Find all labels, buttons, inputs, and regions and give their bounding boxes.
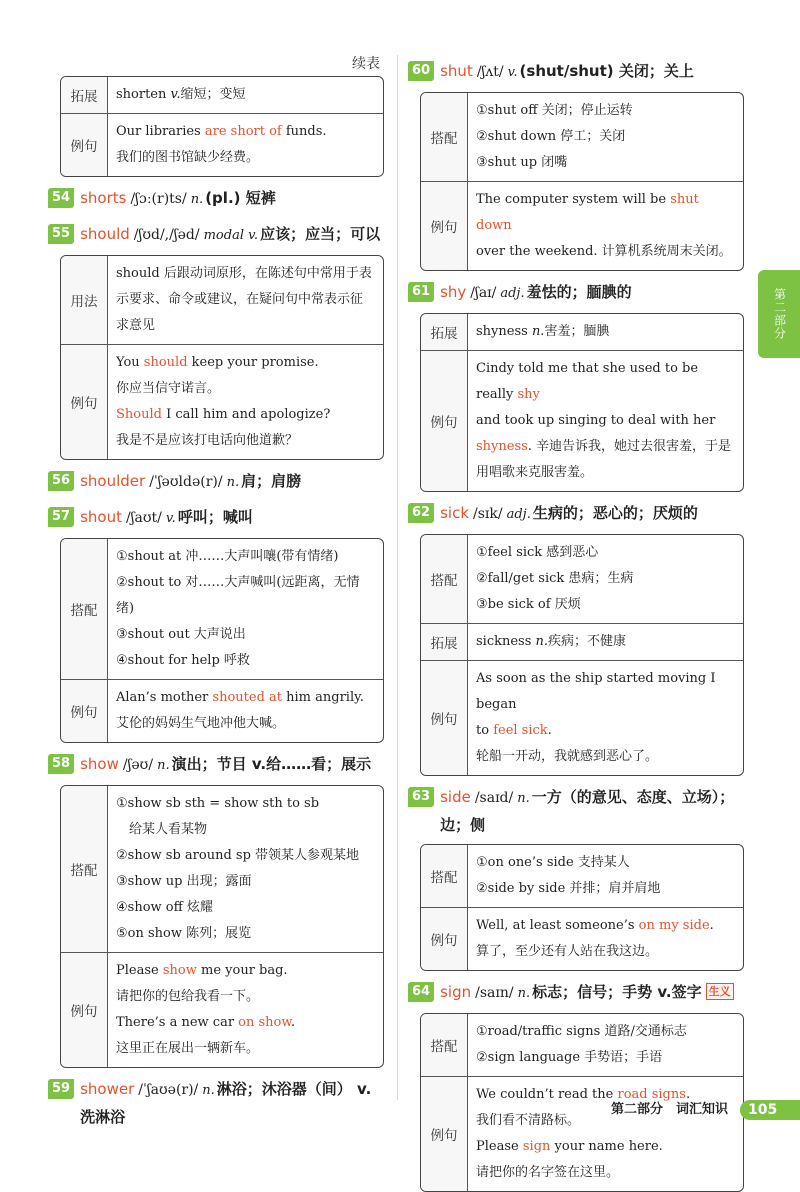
page-footer: [0, 1100, 800, 1120]
row-content: [468, 661, 743, 775]
text-segment: ④shout for help 呼救: [116, 653, 250, 668]
entry-head-text: [80, 468, 384, 496]
entry-number: 56: [48, 471, 74, 491]
text-segment: 你应当信守诺言。: [116, 381, 221, 396]
entry-head-text: [440, 279, 744, 307]
entry-head-text: [80, 221, 384, 249]
table-row: [421, 907, 743, 970]
phonetic: /sɪk/: [473, 506, 503, 522]
row-label: 例句: [421, 1077, 468, 1191]
content-line: [116, 261, 375, 339]
left-column: [48, 76, 384, 1136]
entry-heading: [408, 500, 744, 528]
table-row: [61, 344, 383, 459]
row-label: 拓展: [61, 77, 108, 113]
definition: 羞怯的；腼腆的: [526, 283, 632, 301]
table-row: [421, 181, 743, 270]
content-line: [476, 913, 735, 939]
entry-number: 63: [408, 787, 434, 807]
text-segment: .: [547, 723, 552, 738]
text-segment: .: [290, 1015, 296, 1030]
content-line: [116, 119, 375, 145]
row-label: 例句: [61, 114, 108, 176]
text-segment: 艾伦的妈妈生气地冲他大喊。: [116, 716, 286, 731]
content-line: [476, 1134, 735, 1160]
text-segment: There’s a new car: [116, 1015, 239, 1030]
text-segment: ②shout to 对……大声喊叫(远距离，无情绪): [116, 575, 360, 616]
text-segment: Well, at least someone’s: [476, 918, 639, 933]
entry-number: 58: [48, 754, 74, 774]
content-line: [476, 434, 735, 460]
content-line: [116, 145, 375, 171]
content-line: [476, 666, 735, 718]
table-row: [61, 952, 383, 1067]
text-segment: shyness: [476, 324, 532, 339]
text-segment: ③shut up 闭嘴: [476, 155, 568, 170]
headword: shower: [80, 1080, 135, 1098]
entry-table: [60, 255, 384, 460]
row-label: 搭配: [421, 93, 468, 181]
text-segment: . 辛迪告诉我，她过去很害羞，于是: [527, 439, 732, 454]
content-line: [476, 876, 735, 902]
content-line: [476, 408, 735, 434]
content-line: [116, 817, 375, 843]
highlighted-phrase: shyness: [476, 439, 528, 454]
text-segment: You: [116, 355, 144, 370]
text-segment: your name here.: [550, 1139, 663, 1154]
content-line: [116, 843, 375, 869]
content-line: [476, 566, 735, 592]
part-of-speech: n.: [226, 475, 240, 490]
headword: shout: [80, 508, 122, 526]
text-segment: ②show sb around sp 带领某人参观某地: [116, 848, 360, 863]
text-segment: 害羞；腼腆: [544, 324, 610, 339]
content-line: [116, 895, 375, 921]
definition: 应该；应当；可以: [260, 225, 381, 243]
highlighted-phrase: Should: [116, 407, 162, 422]
entry-heading: [48, 751, 384, 779]
text-segment: shorten: [116, 87, 171, 102]
text-segment: 请把你的名字签在这里。: [476, 1165, 620, 1180]
row-label: 搭配: [61, 786, 108, 952]
row-content: [468, 908, 743, 970]
content-line: [476, 1160, 735, 1186]
row-content: [468, 351, 743, 491]
right-column: [408, 50, 744, 1192]
row-label: 例句: [421, 182, 468, 270]
text-segment: to: [476, 723, 494, 738]
text-segment: I call him and apologize?: [161, 407, 331, 422]
text-segment: him angrily.: [282, 690, 364, 705]
content-line: [116, 428, 375, 454]
row-content: [468, 845, 743, 907]
row-content: [468, 182, 743, 270]
definition: (pl.) 短裤: [205, 189, 276, 207]
content-line: [476, 356, 735, 408]
text-segment: Cindy told me that she used to be really: [476, 361, 699, 402]
text-segment: 这里正在展出一辆新车。: [116, 1041, 260, 1056]
part-of-speech: n.: [517, 986, 531, 1001]
content-line: [476, 319, 735, 345]
row-label: 搭配: [61, 539, 108, 679]
text-segment: ①on one’s side 支持某人: [476, 855, 630, 870]
part-of-speech: v.: [507, 65, 518, 80]
entry-table: [420, 844, 744, 971]
content-line: [116, 570, 375, 622]
entry-heading: [408, 979, 744, 1007]
table-row: [61, 113, 383, 176]
text-segment: me your bag.: [196, 963, 288, 978]
definition: 呼叫；喊叫: [177, 508, 253, 526]
text-segment: n.: [535, 634, 549, 649]
row-content: [108, 345, 383, 459]
highlighted-phrase: on show: [238, 1015, 291, 1030]
new-meaning-badge: 生义: [706, 983, 734, 1000]
text-segment: We couldn’t read the: [476, 1087, 618, 1102]
row-label: 拓展: [421, 624, 468, 660]
row-label: 例句: [61, 345, 108, 459]
entry-number: 55: [48, 224, 74, 244]
entry-head-text: [440, 979, 744, 1007]
headword: side: [440, 788, 471, 806]
entry-head-text: [440, 784, 744, 838]
row-label: 例句: [421, 661, 468, 775]
phonetic: /saɪn/: [475, 985, 514, 1001]
continued-label: 续表: [352, 56, 380, 72]
section-side-tab[interactable]: 第二部分: [758, 270, 800, 358]
content-line: [476, 98, 735, 124]
highlighted-phrase: shy: [517, 387, 540, 402]
row-content: [468, 314, 743, 350]
text-segment: Please: [476, 1139, 523, 1154]
text-segment: 给某人看某物: [129, 822, 208, 837]
phonetic: /ˈʃaʊə(r)/: [138, 1082, 199, 1098]
text-segment: The computer system will be: [476, 192, 671, 207]
phonetic: /saɪd/: [474, 790, 514, 806]
highlighted-phrase: should: [143, 355, 188, 370]
phonetic: /ʃəʊ/: [122, 757, 154, 773]
text-segment: ②fall/get sick 患病；生病: [476, 571, 634, 586]
definition: 演出；节目 v.给……看；展示: [171, 755, 372, 773]
text-segment: ①show sb sth = show sth to sb: [116, 796, 320, 811]
phonetic: /ʃʌt/: [476, 64, 504, 80]
text-segment: 轮船一开动，我就感到恶心了。: [476, 749, 659, 764]
text-segment: 我们看不清路标。: [476, 1113, 581, 1128]
text-segment: ②side by side 并排；肩并肩地: [476, 881, 661, 896]
headword: should: [80, 225, 130, 243]
headword: sign: [440, 983, 472, 1001]
entry-heading: [48, 504, 384, 532]
content-line: [476, 718, 735, 744]
text-segment: v.: [170, 87, 181, 102]
text-segment: ①shut off 关闭；停止运转: [476, 103, 633, 118]
content-line: [476, 744, 735, 770]
row-content: [108, 77, 383, 113]
entry-heading: [408, 784, 744, 838]
content-line: [476, 124, 735, 150]
content-line: [476, 592, 735, 618]
text-segment: 用唱歌来克服害羞。: [476, 465, 594, 480]
entry-head-text: [80, 504, 384, 532]
entry-head-text: [440, 58, 744, 86]
text-segment: ③be sick of 厌烦: [476, 597, 581, 612]
text-segment: 我是不是应该打电话向他道歉？: [116, 433, 299, 448]
headword: shoulder: [80, 472, 146, 490]
content-line: [476, 540, 735, 566]
row-content: [468, 624, 743, 660]
content-line: [116, 711, 375, 737]
content-line: [116, 1010, 375, 1036]
highlighted-phrase: are short of: [204, 124, 282, 139]
text-segment: ③shout out 大声说出: [116, 627, 246, 642]
highlighted-phrase: shut down: [476, 192, 699, 233]
entry-table: [60, 785, 384, 1068]
content-line: [476, 187, 735, 239]
content-line: [476, 850, 735, 876]
entry-heading: [48, 185, 384, 213]
table-row: [421, 1076, 743, 1191]
text-segment: ③show up 出现；露面: [116, 874, 252, 889]
text-segment: funds.: [281, 124, 327, 139]
text-segment: ①feel sick 感到恶心: [476, 545, 599, 560]
content-line: [476, 1019, 735, 1045]
content-line: [116, 984, 375, 1010]
column-divider: [397, 55, 398, 1100]
row-content: [468, 1014, 743, 1076]
content-line: [476, 629, 735, 655]
row-content: [108, 539, 383, 679]
content-line: [116, 402, 375, 428]
entry-table: [420, 92, 744, 271]
table-row: [61, 679, 383, 742]
highlighted-phrase: road signs: [617, 1087, 686, 1102]
row-label: 例句: [61, 953, 108, 1067]
text-segment: Alan’s mother: [116, 690, 213, 705]
entry-heading: [408, 58, 744, 86]
row-content: [468, 535, 743, 623]
text-segment: and took up singing to deal with her: [476, 413, 716, 428]
entry-number: 62: [408, 503, 434, 523]
text-segment: should 后跟动词原形，在陈述句中常用于表示要求、命令或建议，在疑问句中常表示征求意见: [116, 266, 372, 333]
phonetic: /ʃaʊt/: [125, 510, 162, 526]
entry-table: [420, 534, 744, 776]
footer-section: 第二部分 词汇知识: [610, 1102, 728, 1117]
text-segment: Please: [116, 963, 163, 978]
part-of-speech: n.: [517, 791, 530, 806]
content-line: [116, 791, 375, 817]
headword: show: [80, 755, 119, 773]
row-label: 拓展: [421, 314, 468, 350]
table-row: [421, 314, 743, 350]
text-segment: ①shout at 冲……大声叫嚷(带有情绪): [116, 549, 339, 564]
part-of-speech: adj.: [506, 507, 531, 522]
content-line: [476, 239, 735, 265]
row-content: [108, 680, 383, 742]
row-content: [108, 786, 383, 952]
row-label: 搭配: [421, 845, 468, 907]
content-line: [116, 622, 375, 648]
definition: (shut/shut) 关闭；关上: [519, 62, 694, 80]
table-row: [421, 623, 743, 660]
table-row: [421, 93, 743, 181]
text-segment: ⑤on show 陈列；展览: [116, 926, 252, 941]
phonetic: /ʃʊd/,/ʃəd/: [133, 227, 200, 243]
entry-head-text: [80, 751, 384, 779]
entry-number: 57: [48, 507, 74, 527]
content-line: [116, 869, 375, 895]
continued-table: [60, 76, 384, 177]
entry-head-text: [440, 500, 744, 528]
entry-number: 60: [408, 61, 434, 81]
phonetic: /ʃaɪ/: [470, 285, 497, 301]
part-of-speech: n.: [190, 192, 204, 207]
text-segment: 我们的图书馆缺少经费。: [116, 150, 260, 165]
row-label: 例句: [61, 680, 108, 742]
text-segment: .: [685, 1087, 691, 1102]
entry-table: [420, 313, 744, 492]
content-line: [116, 685, 375, 711]
highlighted-phrase: on my side: [638, 918, 710, 933]
table-row: [61, 786, 383, 952]
content-line: [116, 376, 375, 402]
definition: 标志；信号；手势 v.签字: [532, 983, 702, 1001]
row-label: 搭配: [421, 535, 468, 623]
entry-heading: [48, 221, 384, 249]
text-segment: n.: [531, 324, 545, 339]
text-segment: 缩短；变短: [180, 87, 246, 102]
highlighted-phrase: show: [162, 963, 197, 978]
table-row: [61, 256, 383, 344]
text-segment: As soon as the ship started moving I began: [476, 671, 716, 712]
table-row: [61, 539, 383, 679]
part-of-speech: adj.: [500, 286, 525, 301]
entry-number: 59: [48, 1079, 74, 1099]
row-content: [108, 256, 383, 344]
highlighted-phrase: shouted at: [212, 690, 282, 705]
text-segment: .: [709, 918, 714, 933]
content-line: [476, 150, 735, 176]
row-label: 搭配: [421, 1014, 468, 1076]
text-segment: ②sign language 手势语；手语: [476, 1050, 663, 1065]
part-of-speech: n.: [157, 758, 170, 773]
definition: 一方（的意见、态度、立场）；边；侧: [440, 788, 735, 834]
phonetic: /ˈʃəʊldə(r)/: [149, 474, 223, 490]
content-line: [476, 1045, 735, 1071]
row-content: [108, 114, 383, 176]
row-label: 例句: [421, 351, 468, 491]
text-segment: 算了，至少还有人站在我这边。: [476, 944, 659, 959]
entry-table: [60, 538, 384, 743]
text-segment: ②shut down 停工；关闭: [476, 129, 626, 144]
page-number: 105: [740, 1100, 800, 1120]
text-segment: 请把你的包给我看一下。: [116, 989, 260, 1004]
table-row: [421, 535, 743, 623]
headword: shut: [440, 62, 473, 80]
part-of-speech: v.: [165, 511, 176, 526]
text-segment: over the weekend. 计算机系统周末关闭。: [476, 244, 732, 259]
definition: 肩；肩膀: [241, 472, 302, 490]
row-content: [468, 1077, 743, 1191]
definition: 淋浴；沐浴器（间） v.洗淋浴: [80, 1080, 372, 1126]
content-line: [116, 921, 375, 947]
content-line: [116, 350, 375, 376]
entry-number: 54: [48, 188, 74, 208]
row-content: [108, 953, 383, 1067]
highlighted-phrase: sign: [522, 1139, 551, 1154]
row-content: [468, 93, 743, 181]
entry-head-text: [80, 185, 384, 213]
text-segment: ④show off 炫耀: [116, 900, 213, 915]
row-label: 例句: [421, 908, 468, 970]
content-line: [476, 939, 735, 965]
table-row: [421, 660, 743, 775]
table-row: [421, 845, 743, 907]
content-line: [476, 460, 735, 486]
text-segment: keep your promise.: [187, 355, 319, 370]
table-row: [421, 1014, 743, 1076]
entry-number: 61: [408, 282, 434, 302]
entry-heading: [48, 468, 384, 496]
row-label: 用法: [61, 256, 108, 344]
headword: shorts: [80, 189, 127, 207]
text-segment: 疾病；不健康: [548, 634, 627, 649]
content-line: [116, 648, 375, 674]
entry-heading: [408, 279, 744, 307]
text-segment: sickness: [476, 634, 536, 649]
text-segment: ①road/traffic signs 道路/交通标志: [476, 1024, 687, 1039]
part-of-speech: n.: [202, 1083, 215, 1098]
content-line: [116, 1036, 375, 1062]
headword: sick: [440, 504, 470, 522]
part-of-speech: modal v.: [203, 228, 259, 243]
definition: 生病的；恶心的；厌烦的: [532, 504, 698, 522]
phonetic: /ʃɔː(r)ts/: [130, 191, 187, 207]
headword: shy: [440, 283, 467, 301]
entry-number: 64: [408, 982, 434, 1002]
content-line: [116, 82, 375, 108]
content-line: [116, 544, 375, 570]
table-row: [421, 350, 743, 491]
content-line: [116, 958, 375, 984]
highlighted-phrase: feel sick: [493, 723, 548, 738]
table-row: [61, 77, 383, 113]
text-segment: Our libraries: [116, 124, 205, 139]
